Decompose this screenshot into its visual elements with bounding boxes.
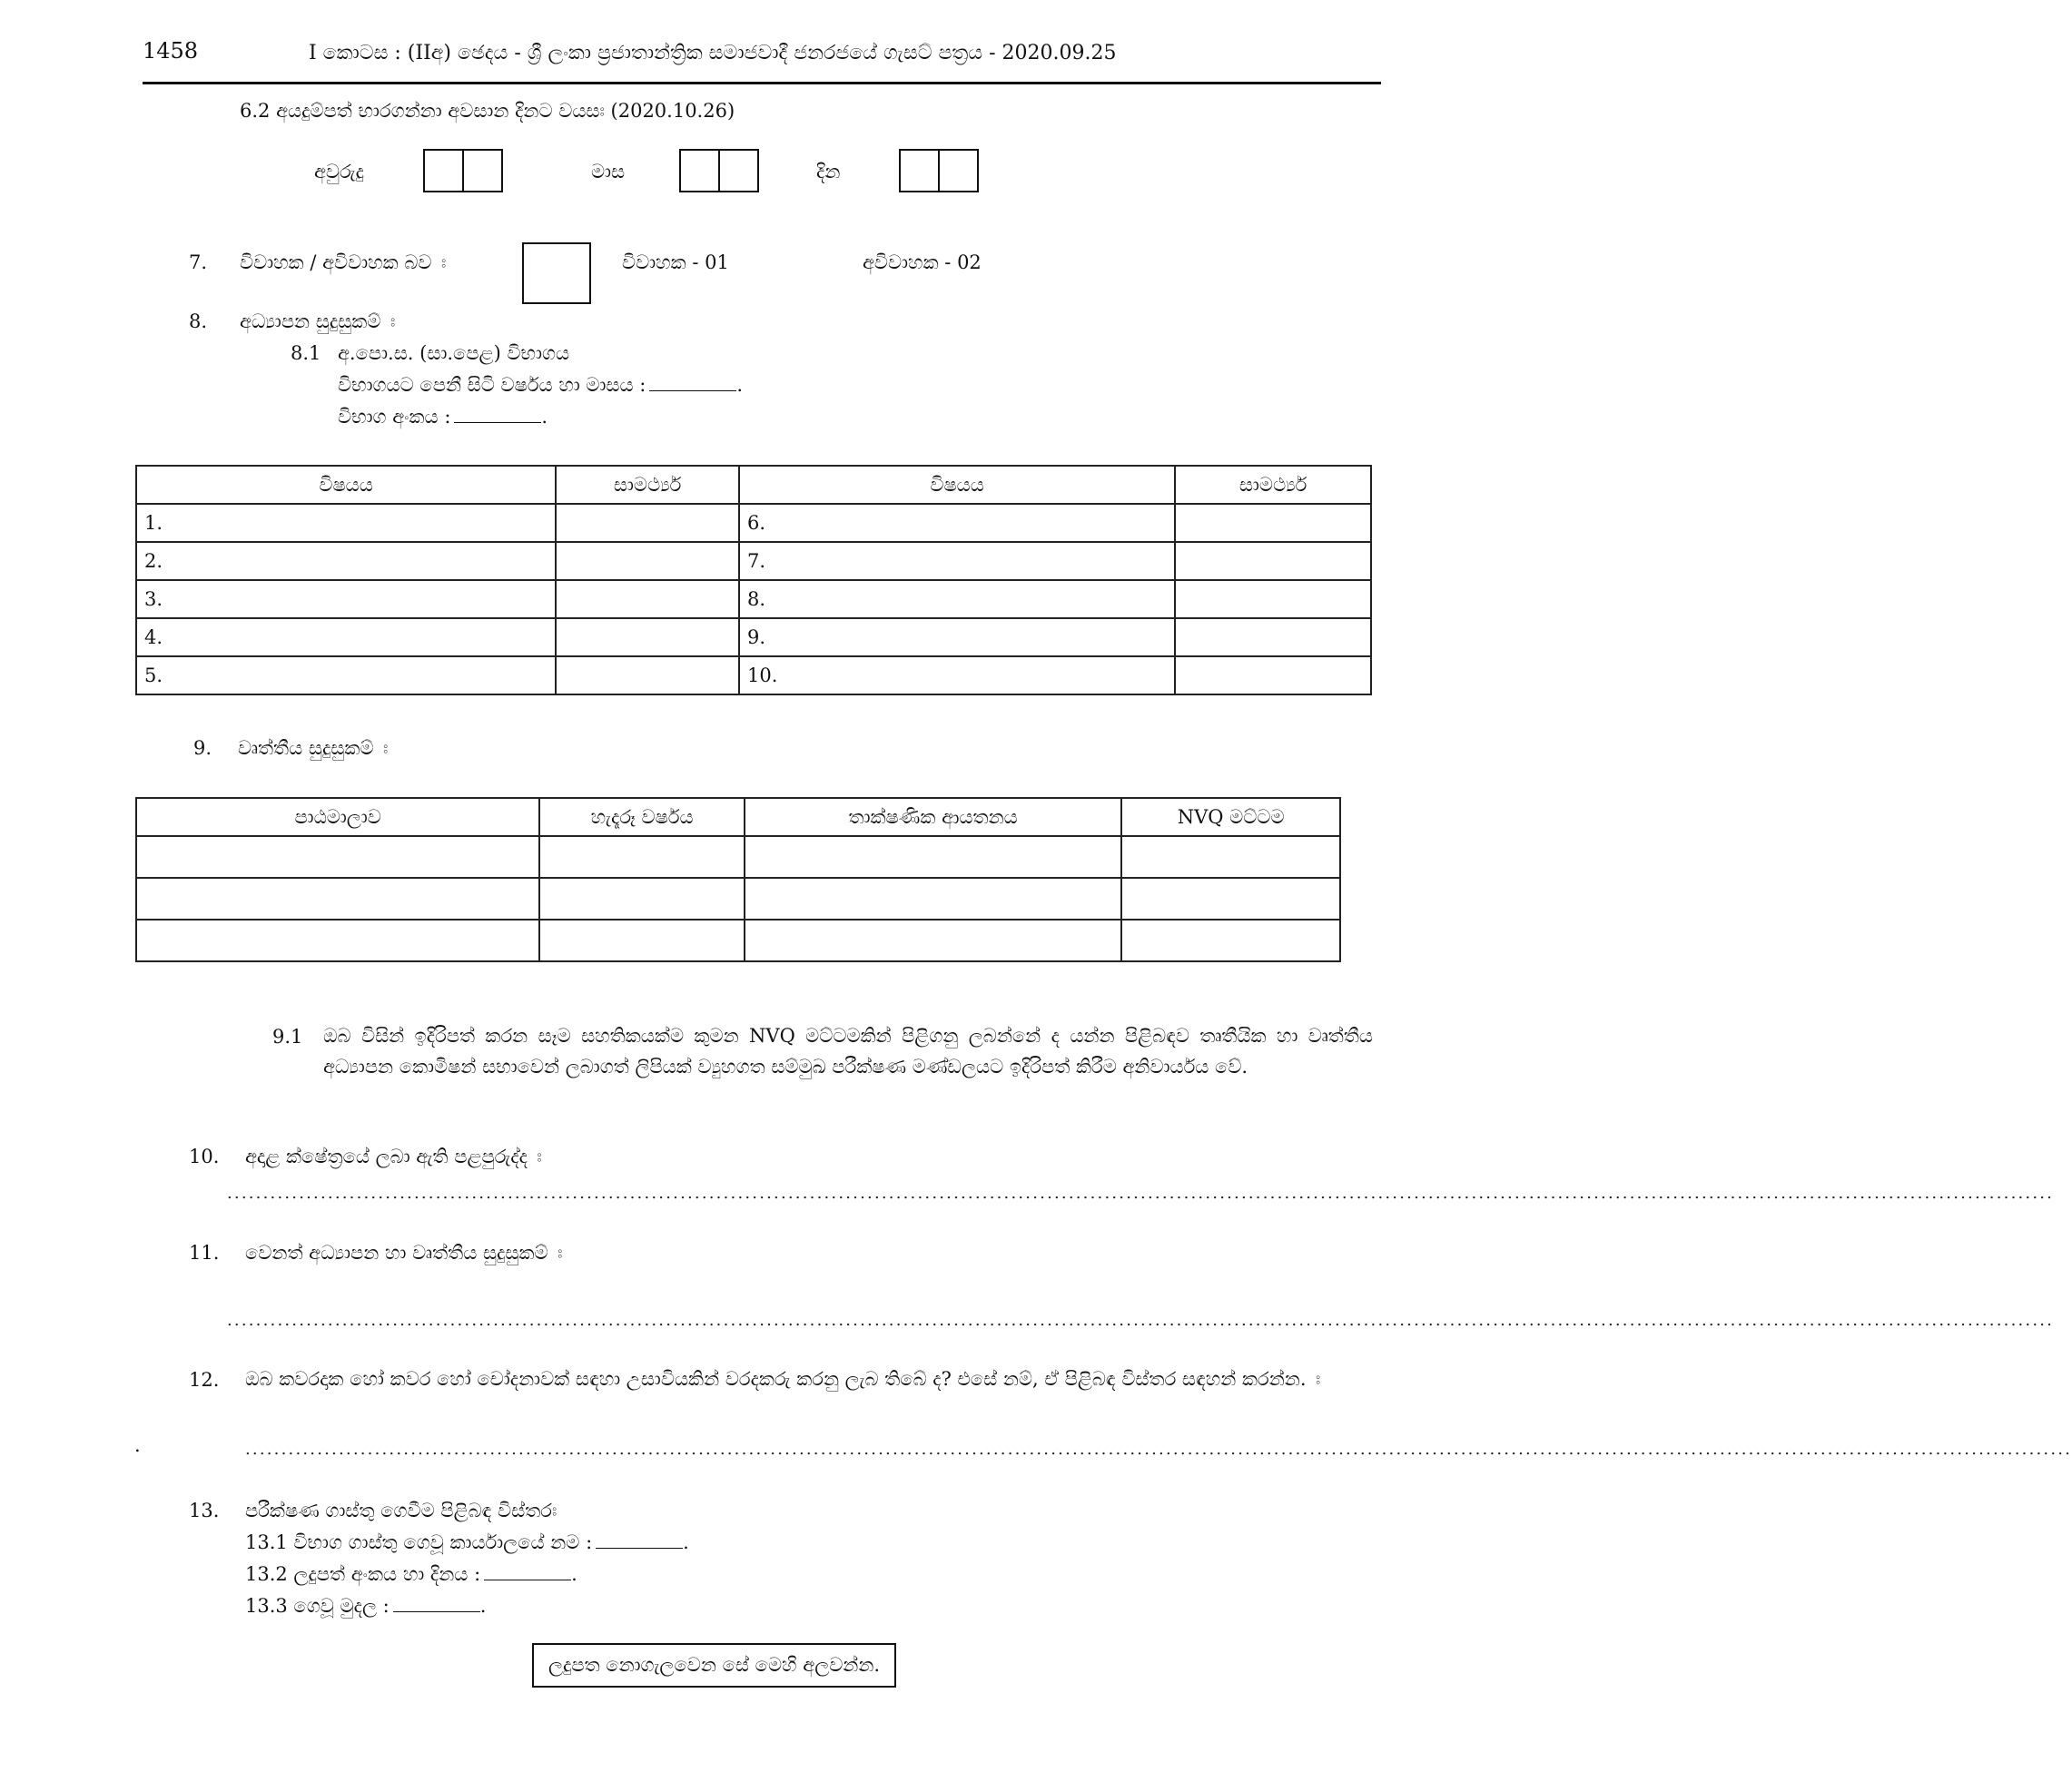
section-11-number: 11.	[189, 1242, 220, 1264]
subject-cell[interactable]: 2.	[136, 542, 556, 580]
gazette-header-title: I කොටස : (IIඅ) ඡෙදය - ශ්‍රී ලංකා ප්‍රජාතාන්ත්‍රික සමාජවාදී ජනරජයේ ගැසට් පත්‍රය - 2020.09.25	[309, 42, 1117, 64]
fee-office-field[interactable]: 13.1 විභාග ගාස්තු ගෙවූ කාර්යාලයේ නම : .	[245, 1531, 689, 1553]
age-days-label: දින	[816, 161, 841, 182]
grade-cell[interactable]	[556, 542, 739, 580]
section-10-number: 10.	[189, 1146, 220, 1167]
experience-dotted-line[interactable]: ..............................................................................................................................................................................................................................................................	[227, 1184, 2055, 1203]
age-years-label: අවුරුදු	[314, 161, 364, 182]
institute-cell[interactable]	[745, 836, 1121, 878]
paste-receipt-note: ලදුපත නොගැලවෙන සේ මෙහි අලවන්න.	[548, 1654, 881, 1676]
institute-cell[interactable]	[745, 920, 1121, 961]
grade-cell[interactable]	[1175, 580, 1371, 618]
subject-cell[interactable]: 7.	[739, 542, 1175, 580]
subject-cell[interactable]: 9.	[739, 618, 1175, 656]
education-label: අධ්‍යාපන සුදුසුකම් ඃ	[240, 310, 396, 332]
nvq-cell[interactable]	[1121, 878, 1340, 920]
ol-results-table	[135, 465, 1372, 695]
course-cell[interactable]	[136, 920, 539, 961]
exam-year-month-field[interactable]: විභාගයට පෙනී සිටි වර්ෂය හා මාසය : .	[338, 374, 744, 396]
col-subject-left: විෂයය	[136, 466, 556, 504]
age-months-label: මාස	[591, 161, 626, 182]
header-rule	[143, 82, 1381, 84]
ol-exam-label: අ.පො.ස. (සා.පෙළ) විභාගය	[338, 342, 570, 364]
col-nvq-level: NVQ මට්ටම	[1121, 798, 1340, 836]
col-grade-left: සාමර්ථ්‍ය	[556, 466, 739, 504]
exam-index-field[interactable]: විභාග අංකය : .	[338, 406, 548, 428]
exam-index-label: විභාග අංකය :	[338, 406, 451, 428]
subject-cell[interactable]: 3.	[136, 580, 556, 618]
section-9-number: 9.	[193, 737, 212, 759]
marital-status-box[interactable]	[522, 242, 591, 304]
exam-year-month-label: විභාගයට පෙනී සිටි වර්ෂය හා මාසය :	[338, 374, 646, 396]
grade-cell[interactable]	[556, 656, 739, 694]
course-cell[interactable]	[136, 836, 539, 878]
grade-cell[interactable]	[1175, 542, 1371, 580]
experience-label: අදාළ ක්ෂේත්‍රයේ ලබා ඇති පළපුරුද්ද ඃ	[245, 1146, 542, 1167]
col-year-studied: හැදෑරූ වර්ෂය	[539, 798, 745, 836]
table-row	[136, 656, 1371, 694]
marital-option-unmarried: අවිවාහක - 02	[863, 251, 982, 273]
grade-cell[interactable]	[556, 580, 739, 618]
page-number: 1458	[143, 38, 199, 64]
stray-dot: .	[134, 1434, 141, 1456]
age-months-box[interactable]	[679, 149, 759, 192]
subject-cell[interactable]: 1.	[136, 504, 556, 542]
grade-cell[interactable]	[1175, 618, 1371, 656]
conviction-dotted-line[interactable]: ..............................................................................................................................................................................................................................................................	[245, 1440, 2072, 1459]
course-cell[interactable]	[136, 878, 539, 920]
year-cell[interactable]	[539, 878, 745, 920]
table-row	[136, 920, 1340, 961]
age-label: 6.2 අයදුම්පත් භාරගන්නා අවසාන දිනට වයසඃ (2020.10.26)	[240, 100, 735, 122]
col-institute: තාක්ෂණික ආයතනය	[745, 798, 1121, 836]
paste-receipt-box	[532, 1643, 896, 1688]
table-row	[136, 878, 1340, 920]
grade-cell[interactable]	[1175, 656, 1371, 694]
year-cell[interactable]	[539, 836, 745, 878]
grade-cell[interactable]	[556, 618, 739, 656]
fee-office-label: 13.1 විභාග ගාස්තු ගෙවූ කාර්යාලයේ නම :	[245, 1531, 593, 1553]
nvq-cell[interactable]	[1121, 920, 1340, 961]
table-header-row	[136, 798, 1340, 836]
col-subject-right: විෂයය	[739, 466, 1175, 504]
table-row	[136, 542, 1371, 580]
vocational-label: වෘත්තීය සුදුසුකම් ඃ	[238, 737, 389, 759]
institute-cell[interactable]	[745, 878, 1121, 920]
table-row	[136, 836, 1340, 878]
marital-option-married: විවාහක - 01	[622, 251, 729, 273]
section-13-number: 13.	[189, 1500, 220, 1521]
col-grade-right: සාමර්ථ්‍ය	[1175, 466, 1371, 504]
table-row	[136, 580, 1371, 618]
section-12-number: 12.	[189, 1369, 220, 1391]
year-cell[interactable]	[539, 920, 745, 961]
amount-paid-label: 13.3 ගෙවූ මුදල :	[245, 1595, 390, 1617]
receipt-number-label: 13.2 ලදුපත් අංකය හා දිනය :	[245, 1563, 481, 1585]
grade-cell[interactable]	[556, 504, 739, 542]
col-course: පාඨමාලාව	[136, 798, 539, 836]
section-9-1-number: 9.1	[272, 1026, 303, 1048]
exam-fee-label: පරීක්ෂණ ගාස්තු ගෙවීම පිළිබඳ විස්තරඃ	[245, 1500, 557, 1521]
marital-status-label: විවාහක / අවිවාහක බව ඃ	[240, 251, 447, 273]
subject-cell[interactable]: 6.	[739, 504, 1175, 542]
vocational-table	[135, 797, 1341, 962]
subject-cell[interactable]: 10.	[739, 656, 1175, 694]
nvq-letter-note: ඔබ විසින් ඉදිරිපත් කරන සෑම සහතිකයක්ම කුමන NVQ මට්ටමකින් පිළිගනු ලබන්නේ ද යන්න පිළිබඳව තෘතීයික හා වෘත්තීය අධ්‍යාපන කොමිෂන් සභාවෙන් ලබාගත් ලිපියක් ව්‍යුහගත සම්මුඛ පරීක්ෂණ මණ්ඩලයට ඉදිරිපත් කිරීම අනිවාර්යය වේ.	[323, 1025, 1373, 1078]
other-qualifications-dotted-line[interactable]: ..............................................................................................................................................................................................................................................................	[227, 1311, 2055, 1330]
section-8-number: 8.	[189, 310, 208, 332]
other-qualifications-label: වෙනත් අධ්‍යාපන හා වෘත්තීය සුදුසුකම් ඃ	[245, 1242, 563, 1264]
nvq-cell[interactable]	[1121, 836, 1340, 878]
table-row	[136, 618, 1371, 656]
subject-cell[interactable]: 8.	[739, 580, 1175, 618]
subject-cell[interactable]: 4.	[136, 618, 556, 656]
table-row	[136, 504, 1371, 542]
grade-cell[interactable]	[1175, 504, 1371, 542]
table-header-row	[136, 466, 1371, 504]
section-7-number: 7.	[189, 251, 208, 273]
subject-cell[interactable]: 5.	[136, 656, 556, 694]
conviction-question: ඔබ කවරදාක හෝ කවර හෝ චෝදනාවක් සඳහා උසාවියකින් වරදකරු කරනු ලැබ තිබේ ද? එසේ නම්, ඒ පිළිබඳ විස්තර සඳහන් කරන්න. ඃ	[245, 1368, 1321, 1390]
age-years-box[interactable]	[423, 149, 503, 192]
section-8-1-number: 8.1	[291, 342, 321, 364]
amount-paid-field[interactable]: 13.3 ගෙවූ මුදල : .	[245, 1595, 487, 1617]
receipt-number-field[interactable]: 13.2 ලදුපත් අංකය හා දිනය : .	[245, 1563, 577, 1585]
age-days-box[interactable]	[899, 149, 979, 192]
